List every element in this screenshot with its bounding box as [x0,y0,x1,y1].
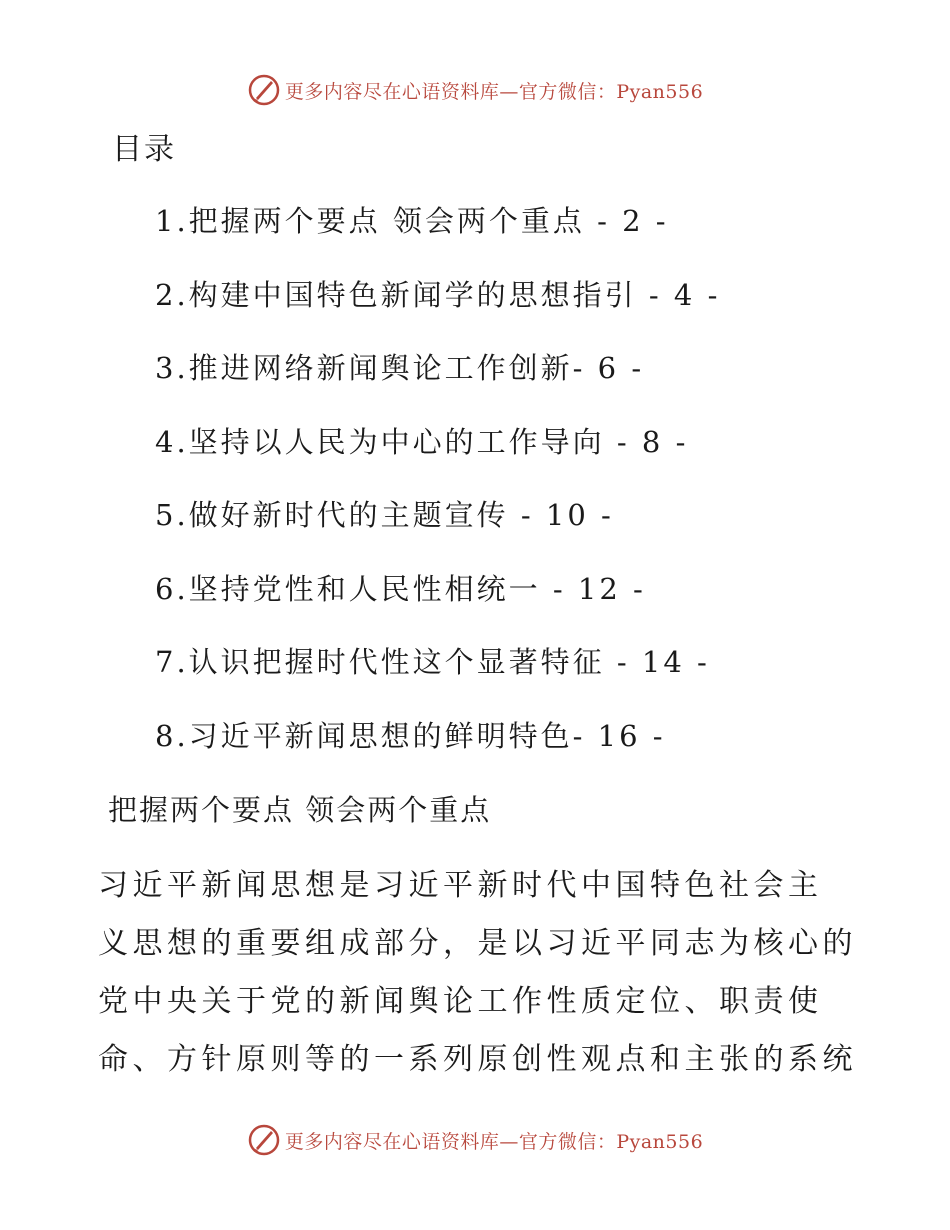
toc-item-1: 1.把握两个要点 领会两个重点 - 2 - [155,204,669,238]
toc-item-8: 8.习近平新闻思想的鲜明特色- 16 - [155,718,666,753]
toc-item-2: 2.构建中国特色新闻学的思想指引 - 4 - [155,277,721,312]
toc-item-3: 3.推进网络新闻舆论工作创新- 6 - [155,351,645,385]
body-line: 党中央关于党的新闻舆论工作性质定位、职责使 [98,984,823,1019]
header-watermark-banner [0,70,950,110]
toc-item-6: 6.坚持党性和人民性相统一 - 12 - [155,571,646,606]
banner-text: 更多内容尽在心语资料库—官方微信：Pyan556 [284,1130,704,1153]
body-line: 命、方针原则等的一系列原创性观点和主张的系统 [98,1042,857,1077]
toc-item-4: 4.坚持以人民为中心的工作导向 - 8 - [155,424,689,459]
section-heading: 把握两个要点 领会两个重点 [108,793,492,827]
toc-item-7: 7.认识把握时代性这个显著特征 - 14 - [155,645,710,679]
footer-watermark-banner [0,1120,950,1160]
body-line: 习近平新闻思想是习近平新时代中国特色社会主 [98,868,823,903]
quill-logo-icon [247,1123,281,1157]
table-of-contents [155,190,720,778]
toc-item-5: 5.做好新时代的主题宣传 - 10 - [155,498,614,532]
page-title: 目录 [112,132,176,167]
body-line: 义思想的重要组成部分，是以习近平同志为核心的 [98,926,857,961]
banner-text: 更多内容尽在心语资料库—官方微信：Pyan556 [284,80,704,103]
quill-logo-icon [247,73,281,107]
body-paragraph [98,857,858,1089]
